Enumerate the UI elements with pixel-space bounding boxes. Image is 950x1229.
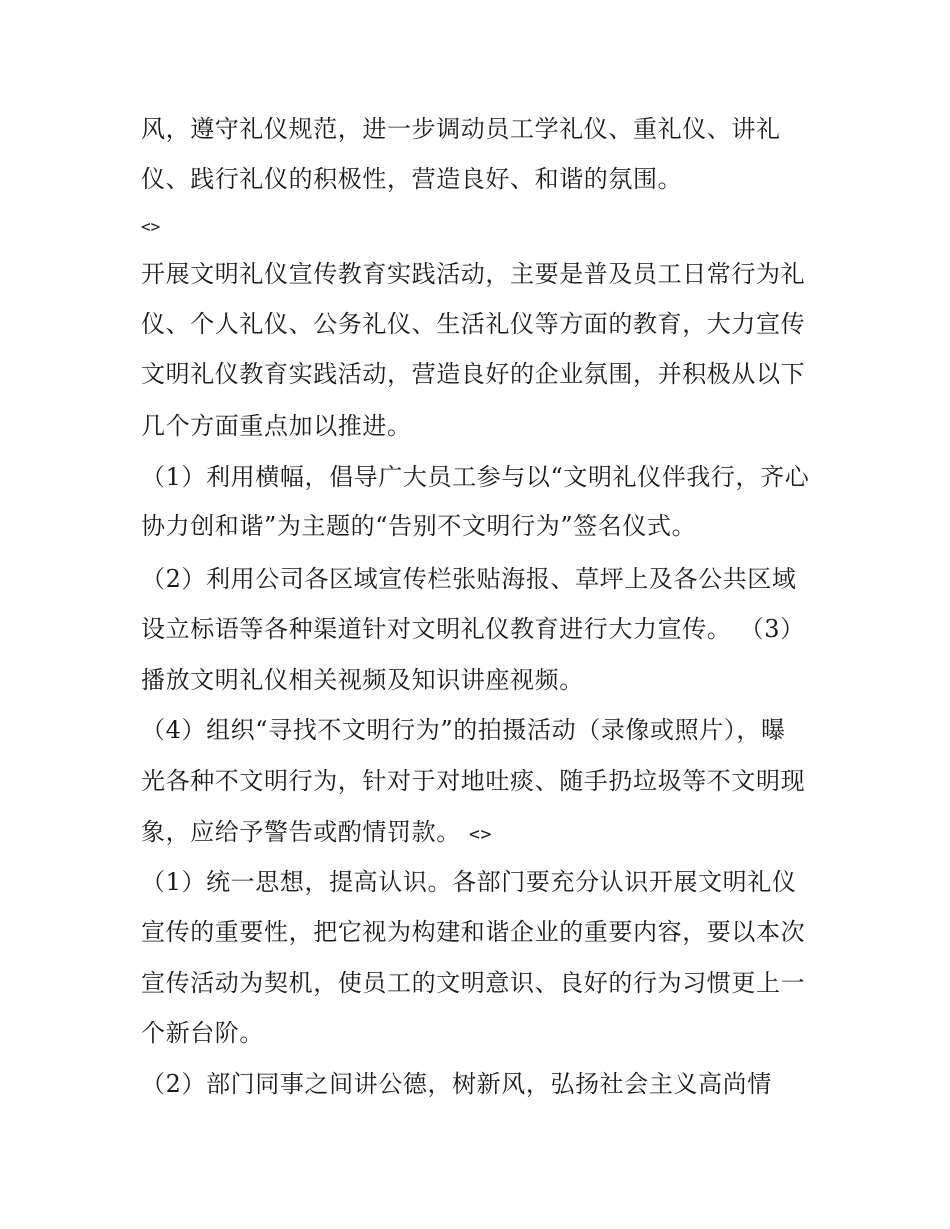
list-item-line: （1）利用横幅，倡导广大员工参与以“文明礼仪伴我行，齐心 <box>141 463 810 491</box>
section-marker: <> <box>141 217 161 236</box>
text-line: 仪、践行礼仪的积极性，营造良好、和谐的氛围。 <box>141 165 683 193</box>
text-line: 几个方面重点加以推进。 <box>141 412 412 440</box>
text-line: 设立标语等各种渠道针对文明礼仪教育进行大力宣传。 （3） <box>141 615 805 643</box>
text-line <box>141 817 492 850</box>
text-line: 宣传的重要性，把它视为构建和谐企业的重要内容，要以本次 <box>141 918 806 946</box>
list-item-line: （2）部门同事之间讲公德，树新风，弘扬社会主义高尚情 <box>141 1070 772 1098</box>
text-line: 光各种不文明行为，针对于对地吐痰、随手扔垃圾等不文明现 <box>141 767 806 795</box>
list-item-line: （1）统一思想，提高认识。各部门要充分认识开展文明礼仪 <box>141 868 797 896</box>
text-line: 个新台阶。 <box>141 1019 264 1047</box>
list-item-line: （4）组织“寻找不文明行为”的拍摄活动（录像或照片），曝 <box>141 716 786 744</box>
text-line: 协力创和谐”为主题的“告别不文明行为”签名仪式。 <box>141 512 697 540</box>
list-item-line: （2）利用公司各区域宣传栏张贴海报、草坪上及各公共区域 <box>141 565 797 593</box>
text-line: 播放文明礼仪相关视频及知识讲座视频。 <box>141 666 584 694</box>
text-line: 仪、个人礼仪、公务礼仪、生活礼仪等方面的教育，大力宣传 <box>141 310 806 338</box>
text-line: 风，遵守礼仪规范，进一步调动员工学礼仪、重礼仪、讲礼 <box>141 115 781 143</box>
text-line-content: 象，应给予警告或酌情罚款。 <box>141 818 461 846</box>
text-line: 文明礼仪教育实践活动，营造良好的企业氛围，并积极从以下 <box>141 360 806 388</box>
section-marker: <> <box>469 824 492 845</box>
text-line: 宣传活动为契机，使员工的文明意识、良好的行为习惯更上一 <box>141 969 806 997</box>
text-line: 开展文明礼仪宣传教育实践活动，主要是普及员工日常行为礼 <box>141 260 806 288</box>
